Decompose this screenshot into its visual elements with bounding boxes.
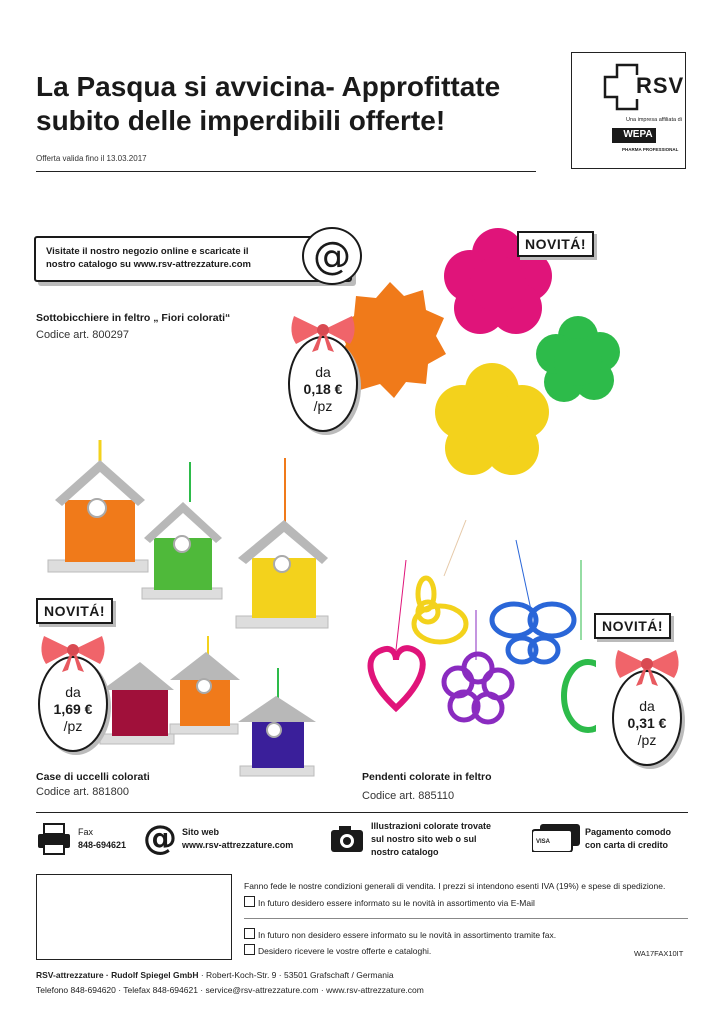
header-divider [36, 171, 536, 172]
logo-box [571, 52, 686, 169]
visit-online-box: Visitate il nostro negozio online e scaricate il nostro catalogo su www.rsv-attrezzature.com [34, 236, 352, 282]
photo-info: Illustrazioni colorate trovate sul nostro sito web o sul nostro catalogo [371, 821, 492, 857]
product-title: Case di uccelli colorati [36, 771, 150, 783]
company-info: RSV-attrezzature · Rudolf Spiegel GmbH · Robert-Koch-Str. 9 · 53501 Grafschaft / Germania Telefono 848-694620 · Telefax 848-694621 · service@rsv-attrezzature.com · www.rsv-attrezzature.com [36, 970, 424, 995]
footer-divider [36, 812, 688, 813]
web-at-icon: @ [143, 818, 177, 858]
logo-affiliate: Una impresa affiliata di [626, 117, 682, 123]
fax-optout-checkbox[interactable] [244, 928, 255, 939]
email-checkbox[interactable] [244, 896, 255, 907]
logo-brand: RSV [636, 73, 685, 98]
web-info[interactable]: Sito web www.rsv-attrezzature.com [182, 827, 294, 850]
logo-partner-sub: PHARMA PROFESSIONAL [622, 147, 679, 152]
product-title: Sottobicchiere in feltro „ Fiori colorati“ [36, 312, 231, 324]
at-icon: @ [302, 227, 362, 285]
logo-partner: WEPA [623, 129, 653, 140]
offer-validity: Offerta valida fino il 13.03.2017 [36, 154, 147, 163]
camera-icon [329, 824, 365, 854]
address-field[interactable] [36, 874, 232, 960]
price-value: 0,31 € [627, 715, 667, 731]
product-code: Codice art. 800297 [36, 329, 129, 341]
felt-flowers-image [330, 222, 620, 482]
rsv-logo [572, 53, 687, 170]
email-option[interactable]: In futuro desidero essere informato su le novità in assortimento via E-Mail [244, 896, 535, 908]
catalog-option[interactable]: Desidero ricevere le vostre offerte e cataloghi. [244, 944, 431, 956]
card-label: VISA [536, 839, 551, 845]
price-tag: da 1,69 € /pz [38, 656, 108, 752]
form-divider [244, 918, 688, 919]
terms-text: Fanno fede le nostre condizioni generali di vendita. I prezzi si intendono esenti IVA (19%) e spese di spedizione. [244, 881, 666, 891]
product-title: Pendenti colorate in feltro [362, 771, 492, 783]
price-value: 0,18 € [303, 381, 343, 397]
felt-pendants-image [356, 520, 596, 750]
price-tag: da 0,18 € /pz [288, 336, 358, 432]
new-badge: NOVITÁ! [517, 231, 594, 257]
fax-optout-option[interactable]: In futuro non desidero essere informato su le novità in assortimento tramite fax. [244, 928, 556, 940]
bow-icon [288, 312, 358, 352]
payment-info: Pagamento comodo con carta di credito [585, 827, 672, 850]
fax-icon [36, 822, 72, 856]
new-badge: NOVITÁ! [36, 598, 113, 624]
reference-code: WA17FAX10IT [634, 949, 684, 958]
bow-icon [612, 646, 682, 686]
product-code: Codice art. 881800 [36, 786, 129, 798]
fax-info: Fax 848-694621 [78, 827, 127, 850]
page-title: La Pasqua si avvicina- Approfittate subito delle imperdibili offerte! [36, 71, 501, 136]
credit-card-icon [532, 824, 580, 852]
new-badge: NOVITÁ! [594, 613, 671, 639]
catalog-checkbox[interactable] [244, 944, 255, 955]
price-tag: da 0,31 € /pz [612, 670, 682, 766]
product-code: Codice art. 885110 [362, 790, 455, 802]
bow-icon [38, 632, 108, 672]
price-value: 1,69 € [53, 701, 93, 717]
